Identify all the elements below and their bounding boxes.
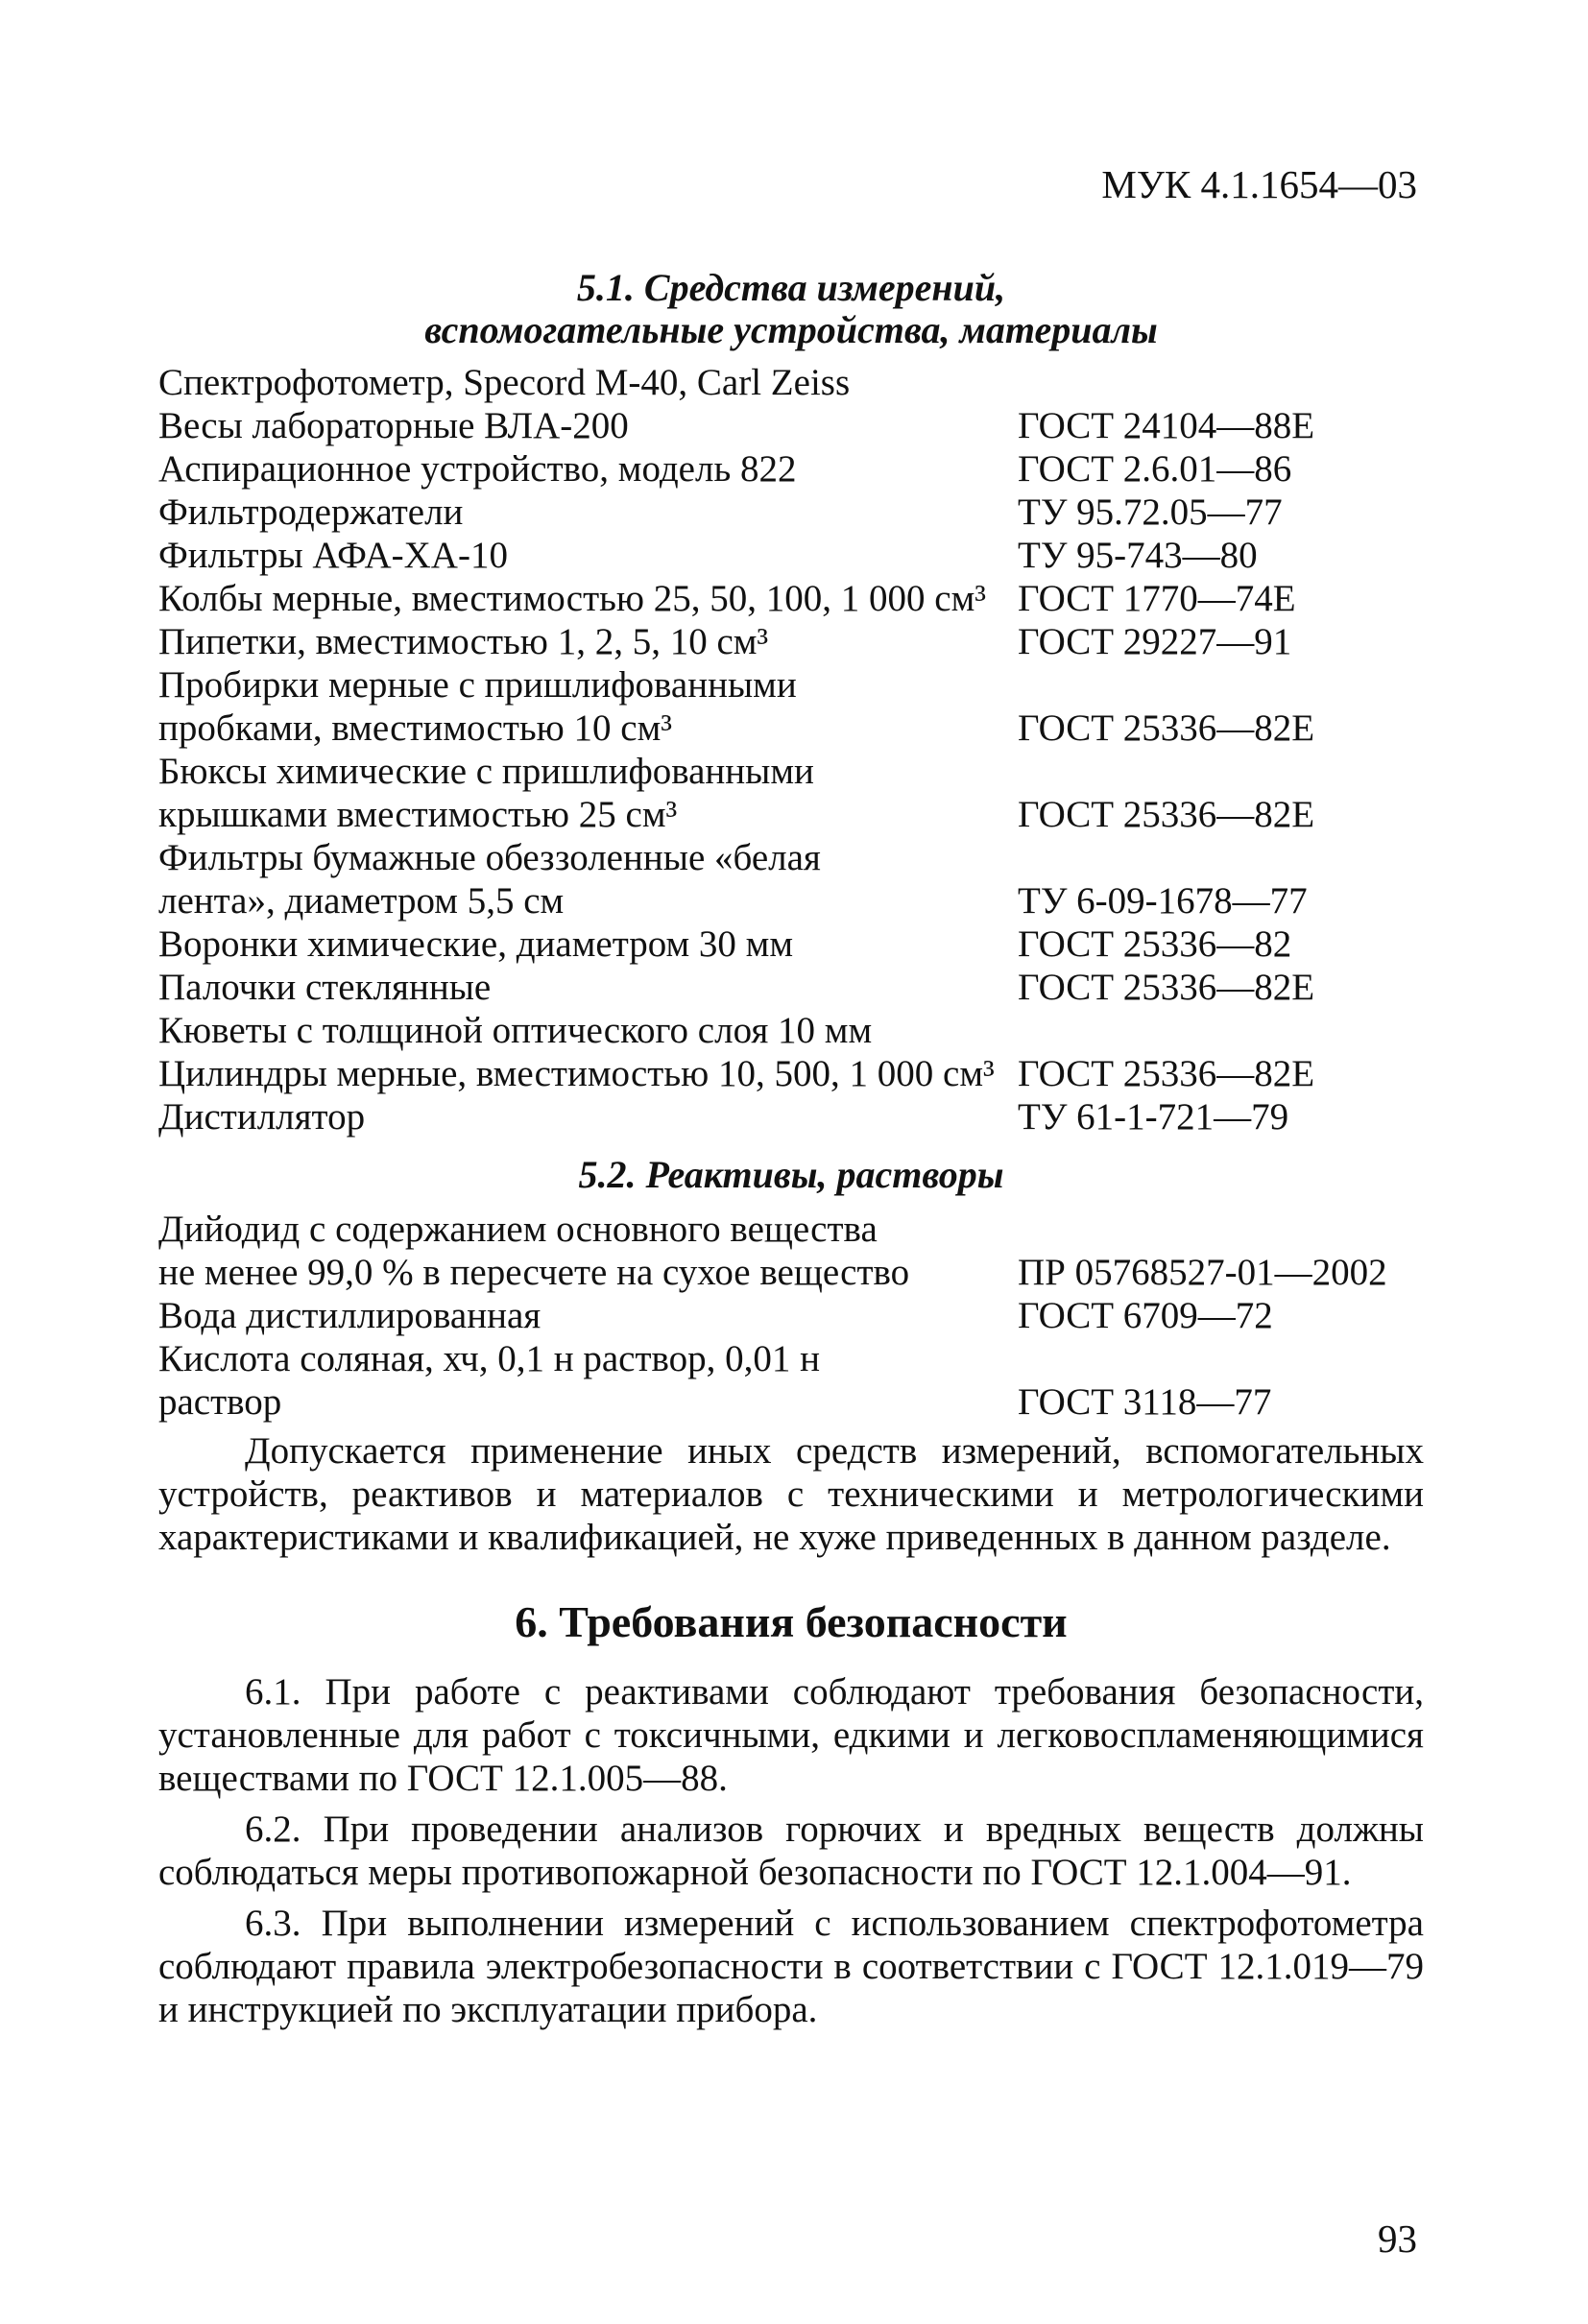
item-name-line: Вода дистиллированная: [158, 1295, 541, 1336]
item-name: [158, 361, 1018, 404]
item-name: [158, 620, 1018, 663]
item-name-line: Кислота соляная, хч, 0,1 н раствор, 0,01 н: [158, 1338, 821, 1379]
list-item: [158, 620, 1424, 663]
item-name: [158, 404, 1018, 447]
item-standard: ГОСТ 25336—82Е: [1018, 794, 1315, 835]
list-item: [158, 1095, 1424, 1138]
paragraph-6-3: 6.3. При выполнении измерений с использованием спектрофотометра соблюдают правила электробезопасности в соответствии с ГОСТ 12.1.019—79 и инструкцией по эксплуатации прибора.: [158, 1903, 1424, 2030]
list-item: [158, 922, 1424, 966]
item-name-line: Фильтры бумажные обеззоленные «белая: [158, 837, 821, 878]
section-5-1-title-line2: вспомогательные устройства, материалы: [424, 308, 1158, 351]
item-name-line: Пробирки мерные с пришлифованными: [158, 664, 797, 706]
item-name: [158, 922, 1018, 966]
item-name-line: Пипетки, вместимостью 1, 2, 5, 10 см³: [158, 621, 769, 662]
item-name-line: раствор: [158, 1381, 282, 1423]
item-name: [158, 663, 1018, 750]
item-standard: ТУ 95-743—80: [1018, 535, 1258, 576]
list-item: [158, 836, 1424, 922]
item-standard: ГОСТ 25336—82Е: [1018, 967, 1315, 1008]
item-name-line: пробками, вместимостью 10 см³: [158, 707, 672, 749]
item-name-line: Аспирационное устройство, модель 822: [158, 448, 797, 490]
item-name-line: лента», диаметром 5,5 см: [158, 880, 565, 922]
item-name: [158, 966, 1018, 1009]
item-standard: ГОСТ 25336—82: [1018, 923, 1292, 965]
list-item: [158, 1009, 1424, 1052]
item-standard: ГОСТ 1770—74Е: [1018, 578, 1296, 619]
list-item: [158, 1208, 1424, 1294]
item-name-line: Воронки химические, диаметром 30 мм: [158, 923, 794, 965]
item-name-line: Кюветы с толщиной оптического слоя 10 мм: [158, 1010, 873, 1051]
item-name: [158, 750, 1018, 836]
item-name-line: Колбы мерные, вместимостью 25, 50, 100, 1 000 см³: [158, 578, 986, 619]
item-name-line: Палочки стеклянные: [158, 967, 492, 1008]
item-name: [158, 1052, 1018, 1095]
list-item: [158, 1337, 1424, 1424]
item-standard: ГОСТ 24104—88Е: [1018, 405, 1315, 446]
item-name: [158, 1337, 1018, 1424]
item-standard: ГОСТ 2.6.01—86: [1018, 448, 1292, 490]
item-name: [158, 577, 1018, 620]
item-standard: ТУ 6-09-1678—77: [1018, 880, 1308, 922]
list-item: [158, 577, 1424, 620]
list-item: [158, 1294, 1424, 1337]
list-item: [158, 663, 1424, 750]
item-name-line: Дистиллятор: [158, 1096, 366, 1138]
item-standard: ПР 05768527-01—2002: [1018, 1252, 1387, 1293]
item-name-line: Цилиндры мерные, вместимостью 10, 500, 1 000 см³: [158, 1053, 995, 1094]
item-name-line: Бюксы химические с пришлифованными: [158, 751, 814, 792]
item-name-line: Фильтродержатели: [158, 491, 464, 533]
item-standard: ГОСТ 29227—91: [1018, 621, 1292, 662]
item-name: [158, 1009, 1018, 1052]
page-content: [158, 267, 1424, 2039]
item-standard: ГОСТ 25336—82Е: [1018, 1053, 1315, 1094]
section-5-1-title-line1: 5.1. Средства измерений,: [576, 266, 1006, 309]
section-5-2-title: 5.2. Реактивы, растворы: [578, 1153, 1004, 1196]
section-5-1-title: [158, 267, 1424, 351]
item-name-line: Весы лабораторные ВЛА-200: [158, 405, 629, 446]
paragraph-6-1: 6.1. При работе с реактивами соблюдают требования безопасности, установленные для работ с токсичными, едкими и легковоспламеняющимися веществами по ГОСТ 12.1.005—88.: [158, 1671, 1424, 1799]
list-item: [158, 361, 1424, 404]
item-name: [158, 534, 1018, 577]
item-name: [158, 1294, 1018, 1337]
section-6-title: 6. Требования безопасности: [515, 1597, 1068, 1646]
list-item: [158, 966, 1424, 1009]
item-standard: ТУ 61-1-721—79: [1018, 1096, 1289, 1138]
item-standard: ГОСТ 3118—77: [1018, 1381, 1272, 1423]
item-name: [158, 1208, 1018, 1294]
reagents-list: [158, 1208, 1424, 1424]
equipment-list: [158, 361, 1424, 1138]
list-item: [158, 534, 1424, 577]
item-name-line: Спектрофотометр, Specord M-40, Carl Zeiss: [158, 362, 851, 403]
list-item: [158, 447, 1424, 491]
list-item: [158, 491, 1424, 534]
list-item: [158, 1052, 1424, 1095]
item-standard: ГОСТ 25336—82Е: [1018, 707, 1315, 749]
list-item: [158, 750, 1424, 836]
item-name-line: крышками вместимостью 25 см³: [158, 794, 678, 835]
item-name: [158, 447, 1018, 491]
document-code: МУК 4.1.1654—03: [1101, 162, 1417, 206]
item-name-line: не менее 99,0 % в пересчете на сухое вещество: [158, 1252, 910, 1293]
paragraph-6-2: 6.2. При проведении анализов горючих и вредных веществ должны соблюдаться меры противопожарной безопасности по ГОСТ 12.1.004—91.: [158, 1809, 1424, 1893]
item-standard: ТУ 95.72.05—77: [1018, 491, 1283, 533]
substitution-note: Допускается применение иных средств измерений, вспомогательных устройств, реактивов и материалов с техническими и метрологическими характеристиками и квалификацией, не хуже приведенных в данном разделе.: [158, 1430, 1424, 1558]
item-name-line: Фильтры АФА-ХА-10: [158, 535, 508, 576]
list-item: [158, 404, 1424, 447]
item-standard: ГОСТ 6709—72: [1018, 1295, 1273, 1336]
item-name: [158, 491, 1018, 534]
item-name: [158, 836, 1018, 922]
item-name-line: Дийодид с содержанием основного вещества: [158, 1209, 878, 1250]
item-name: [158, 1095, 1018, 1138]
page-number: 93: [1378, 2216, 1417, 2261]
